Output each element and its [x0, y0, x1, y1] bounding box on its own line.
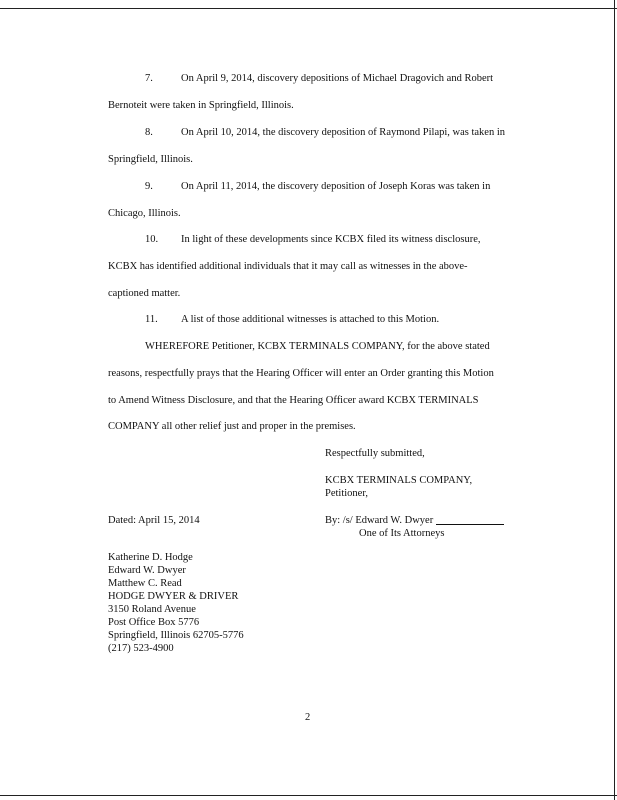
counsel-line-6: Post Office Box 5776: [108, 617, 200, 628]
signature-company: KCBX TERMINALS COMPANY,: [325, 475, 473, 486]
page-top-edge: [0, 8, 617, 9]
paragraph-9-line-2: Chicago, Illinois.: [108, 208, 181, 219]
paragraph-10-line-2: KCBX has identified additional individuals that it may call as witnesses in the above-: [108, 261, 468, 272]
paragraph-8-line-2: Springfield, Illinois.: [108, 154, 193, 165]
counsel-line-1: Katherine D. Hodge: [108, 552, 193, 563]
paragraph-11-line-1: A list of those additional witnesses is attached to this Motion.: [181, 314, 440, 325]
signature-attorney-title: One of Its Attorneys: [359, 528, 445, 539]
wherefore-line-4: COMPANY all other relief just and proper in the premises.: [108, 421, 356, 432]
page-number: 2: [305, 712, 311, 723]
paragraph-7-line-1: On April 9, 2014, discovery depositions of Michael Dragovich and Robert: [181, 73, 494, 84]
paragraph-7-line-2: Bernoteit were taken in Springfield, Illinois.: [108, 100, 294, 111]
wherefore-line-3: to Amend Witness Disclosure, and that the Hearing Officer award KCBX TERMINALS: [108, 395, 479, 406]
signature-role: Petitioner,: [325, 488, 369, 499]
signature-closing: Respectfully submitted,: [325, 448, 425, 459]
paragraph-10-line-1: In light of these developments since KCBX filed its witness disclosure,: [181, 234, 481, 245]
paragraph-8-line-1: On April 10, 2014, the discovery deposition of Raymond Pilapi, was taken in: [181, 127, 506, 138]
counsel-line-5: 3150 Roland Avenue: [108, 604, 196, 615]
counsel-line-2: Edward W. Dwyer: [108, 565, 186, 576]
wherefore-line-2: reasons, respectfully prays that the Hearing Officer will enter an Order granting this Motion: [108, 368, 494, 379]
page-right-edge: [614, 0, 615, 800]
paragraph-7-number: 7.: [145, 73, 153, 84]
paragraph-11-number: 11.: [145, 314, 158, 325]
signature-by-line: By: /s/ Edward W. Dwyer: [325, 515, 434, 526]
paragraph-9-number: 9.: [145, 181, 153, 192]
counsel-line-8: (217) 523-4900: [108, 643, 174, 654]
paragraph-9-line-1: On April 11, 2014, the discovery deposition of Joseph Koras was taken in: [181, 181, 491, 192]
signature-underline: [436, 524, 504, 525]
wherefore-line-1: WHEREFORE Petitioner, KCBX TERMINALS COMPANY, for the above stated: [145, 341, 490, 352]
counsel-line-7: Springfield, Illinois 62705-5776: [108, 630, 244, 641]
paragraph-8-number: 8.: [145, 127, 153, 138]
counsel-line-4: HODGE DWYER & DRIVER: [108, 591, 239, 602]
counsel-line-3: Matthew C. Read: [108, 578, 182, 589]
page-bottom-edge: [0, 795, 617, 796]
paragraph-10-line-3: captioned matter.: [108, 288, 181, 299]
paragraph-10-number: 10.: [145, 234, 159, 245]
dated-line: Dated: April 15, 2014: [108, 515, 200, 526]
